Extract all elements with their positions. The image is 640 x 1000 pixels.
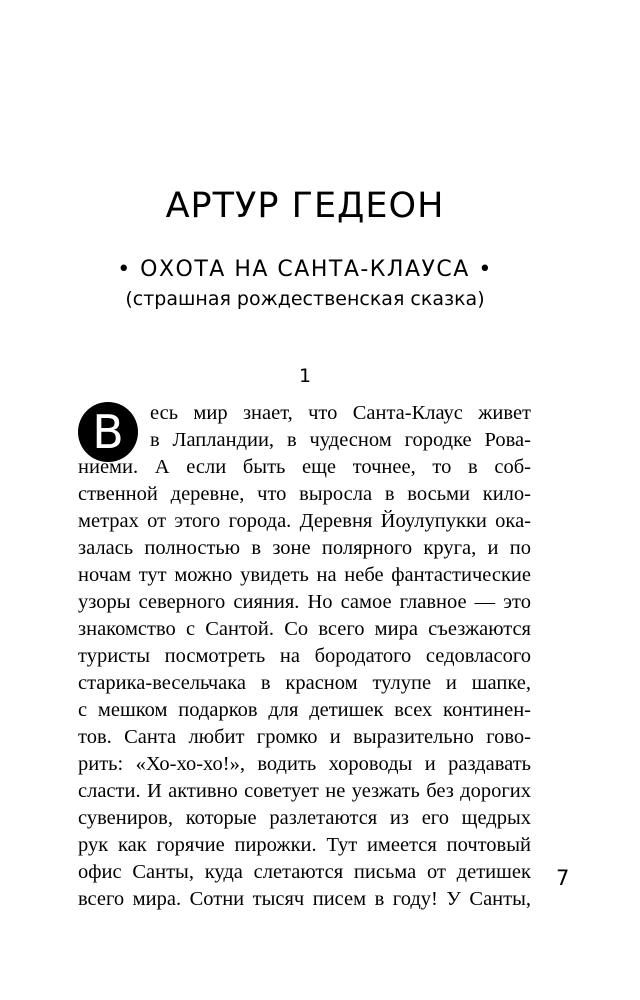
text-line: всего мира. Сотни тысяч писем в году! У Санты, [78,888,531,910]
text-line: рить: «Хо-хо-хо!», водить хороводы и раздавать [78,753,531,775]
text-line: знакомство с Сантой. Со всего мира съезжаются [78,618,531,640]
text-line: с мешком подарков для детишек всех континен- [78,699,531,721]
text-line: туристы посмотреть на бородатого седовласого [78,645,531,667]
book-subtitle: (страшная рождественская сказка) [125,288,485,310]
text-line: метрах от этого города. Деревня Йоулупукки ока- [78,510,531,532]
text-line: тов. Санта любит громко и выразительно гово- [78,726,531,748]
text-line: в Лапландии, в чудесном городке Рова- [150,429,531,451]
chapter-number: 1 [298,365,312,387]
text-line: ниеми. А если быть еще точнее, то в соб- [78,456,531,478]
page-number: 7 [556,866,570,890]
text-line: есь мир знает, что Санта-Клаус живет [150,402,531,424]
text-line: рук как горячие пирожки. Тут имеется почтовый [78,834,531,856]
book-title: • ОХОТА НА САНТА-КЛАУСА • [117,257,493,282]
author-name: АРТУР ГЕДЕОН [165,186,445,226]
text-line: офис Санты, куда слетаются письма от детишек [78,861,531,883]
text-line: ночам тут можно увидеть на небе фантастические [78,564,531,586]
text-line: сувениров, которые разлетаются из его щедрых [78,807,531,829]
text-line: старика-весельчака в красном тулупе и шапке, [78,672,531,694]
text-line: залась полностью в зоне полярного круга, и по [78,537,531,559]
text-line: узоры северного сияния. Но самое главное — это [78,591,531,613]
text-line: сласти. И активно советует не уезжать без дорогих [78,780,531,802]
drop-cap: В [78,402,138,462]
text-line: ственной деревне, что выросла в восьми кило- [78,483,531,505]
